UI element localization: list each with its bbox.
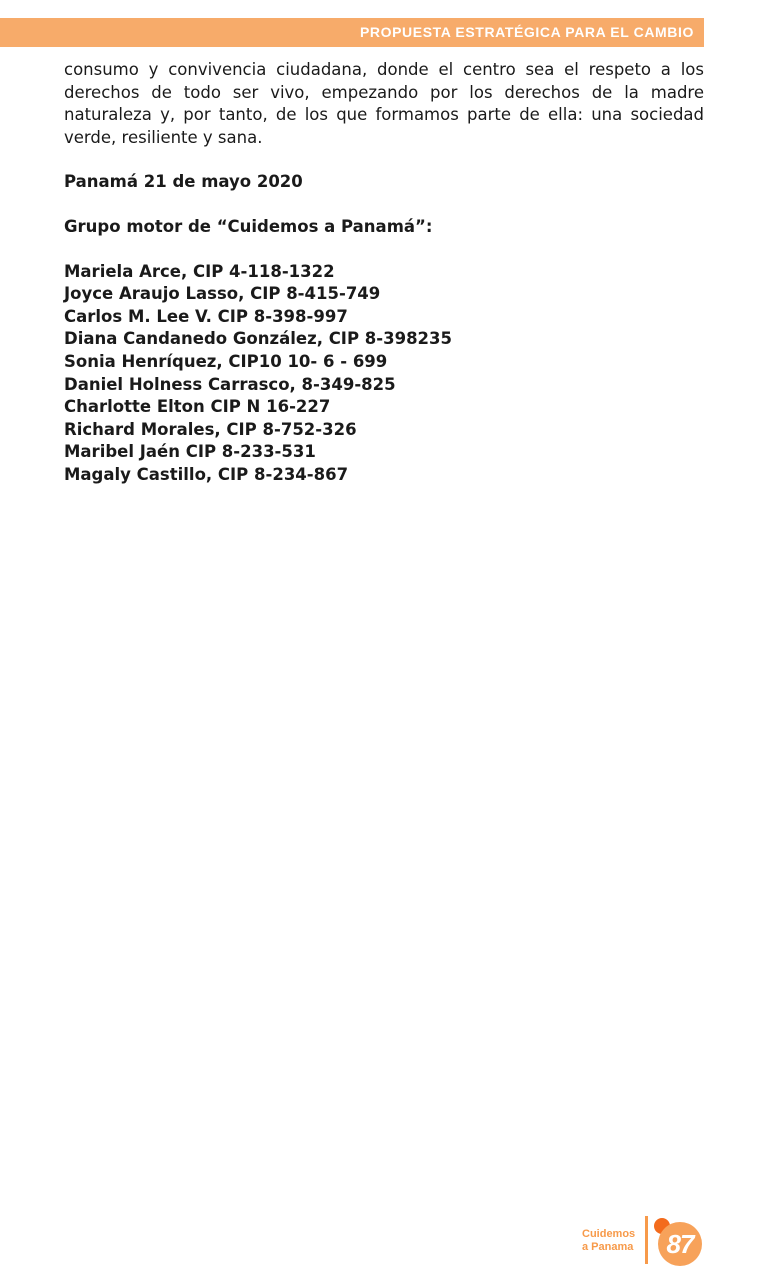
signatory-item: Daniel Holness Carrasco, 8-349-825 bbox=[64, 374, 396, 394]
group-heading: Grupo motor de “Cuidemos a Panamá”: bbox=[64, 216, 433, 236]
signatory-item: Richard Morales, CIP 8-752-326 bbox=[64, 419, 357, 439]
page-footer bbox=[582, 1216, 712, 1268]
brand-line-2: a Panama bbox=[582, 1241, 634, 1253]
signatory-item: Joyce Araujo Lasso, CIP 8-415-749 bbox=[64, 284, 381, 304]
signatory-item: Diana Candanedo González, CIP 8-398235 bbox=[64, 329, 452, 349]
date-line: Panamá 21 de mayo 2020 bbox=[64, 172, 303, 192]
footer-brand-logo bbox=[582, 1228, 635, 1254]
signatory-item: Magaly Castillo, CIP 8-234-867 bbox=[64, 464, 349, 484]
body-paragraph: consumo y convivencia ciudadana, donde el centro sea el respeto a los derechos de todo ser vivo, empezando por los derechos de la madre naturaleza y, por tanto, de los que formamos parte de ella: una sociedad verde, resiliente y sana. bbox=[64, 60, 704, 147]
brand-line-1: Cuidemos bbox=[582, 1228, 636, 1240]
page-number-badge bbox=[654, 1218, 706, 1268]
signatory-item: Carlos M. Lee V. CIP 8-398-997 bbox=[64, 306, 348, 326]
page-content bbox=[64, 59, 704, 487]
signatory-item: Maribel Jaén CIP 8-233-531 bbox=[64, 442, 316, 462]
header-title: PROPUESTA ESTRATÉGICA PARA EL CAMBIO bbox=[359, 24, 694, 40]
signatory-item: Sonia Henríquez, CIP10 10- 6 - 699 bbox=[64, 351, 388, 371]
signatories-list bbox=[64, 261, 704, 487]
header-bar bbox=[0, 18, 704, 47]
footer-divider bbox=[645, 1216, 648, 1264]
page-number: 87 bbox=[666, 1229, 694, 1259]
signatory-item: Charlotte Elton CIP N 16-227 bbox=[64, 397, 331, 417]
signatory-item: Mariela Arce, CIP 4-118-1322 bbox=[64, 261, 335, 281]
